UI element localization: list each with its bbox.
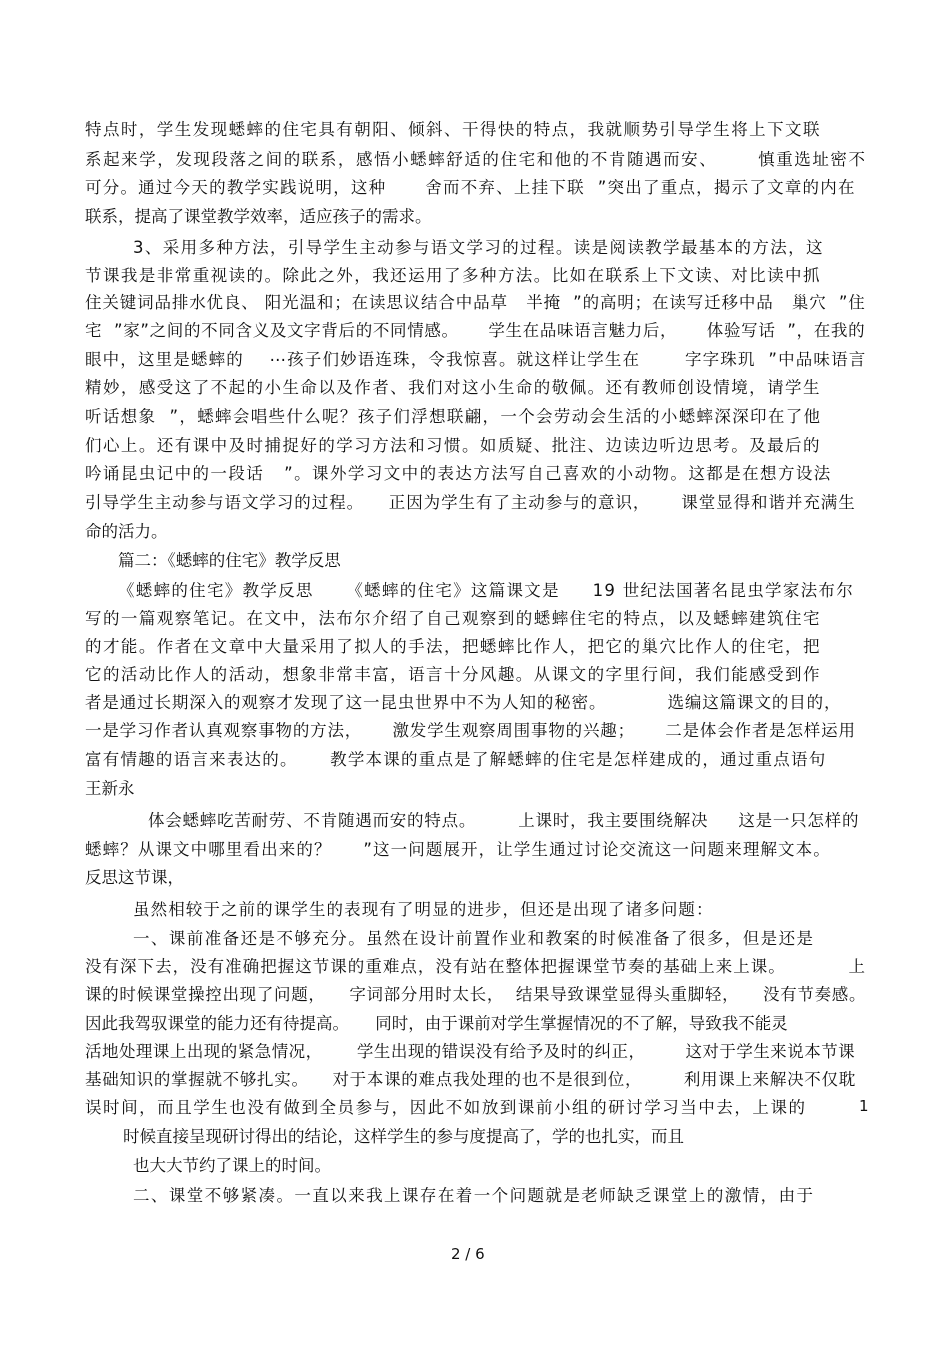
text-line: 听话想象 ”，蟋蟀会唱些什么呢？孩子们浮想联翩，一个会劳动会生活的小蟋蟀深深印在了他 [85,407,822,426]
text-line: 节课我是非常重视读的。除此之外，我还运用了多种方法。比如在联系上下文读、对比读中抓 [85,266,821,285]
text-line: 3、采用多种方法，引导学生主动参与语文学习的过程。读是阅读教学最基本的方法，这 [133,238,824,257]
text-line: 引导学生主动参与语文学习的过程。 正因为学生有了主动参与的意识， 课堂显得和谐并充满生 [85,493,856,512]
text-line: 篇二：《蟋蟀的住宅》教学反思 [118,551,341,570]
text-line: 富有情趣的语言来表达的。 教学本课的重点是了解蟋蟀的住宅是怎样建成的，通过重点语句 [85,750,827,769]
text-line: 王新永 [85,779,135,798]
text-line: 的才能。作者在文章中大量采用了拟人的手法，把蟋蟀比作人，把它的巢穴比作人的住宅，把 [85,637,821,656]
text-line: 吟诵昆虫记中的一段话 ”。课外学习文中的表达方法写自己喜欢的小动物。这都是在想方设法 [85,464,832,483]
text-line: 它的活动比作人的活动，想象非常丰富，语言十分风趣。从课文的字里行间，我们能感受到作 [85,665,821,684]
text-line: 们心上。还有课中及时捕捉好的学习方法和习惯。如质疑、批注、边读边听边思考。及最后的 [85,436,821,455]
text-line: 者是通过长期深入的观察才发现了这一昆虫世界中不为人知的秘密。 选编这篇课文的目的， [85,693,842,712]
text-line: 联系，提高了课堂教学效率，适应孩子的需求。 [85,207,432,226]
text-line: 一、课前准备还是不够充分。虽然在设计前置作业和教案的时候准备了很多，但是还是 [133,929,815,948]
text-line: 眼中，这里是蟋蟀的 ⋯孩子们妙语连珠，令我惊喜。就这样让学生在 字字珠玑 ”中品味语言 [85,350,867,369]
text-line: 特点时，学生发现蟋蟀的住宅具有朝阳、倾斜、干得快的特点，我就顺势引导学生将上下文联 [85,120,821,139]
text-line: 课的时候课堂操控出现了问题， 字词部分用时太长， 结果导致课堂显得头重脚轻， 没有节奏感。 [85,985,867,1004]
text-line: 写的一篇观察笔记。在文中，法布尔介绍了自己观察到的蟋蟀住宅的特点，以及蟋蟀建筑住宅 [85,609,821,628]
text-line: 没有深下去，没有准确把握这节课的重难点，没有站在整体把握课堂节奏的基础上来上课。 上 [85,957,866,976]
text-line: 因此我驾驭课堂的能力还有待提高。 同时，由于课前对学生掌握情况的不了解，导致我不能灵 [85,1014,788,1033]
text-line: 活地处理课上出现的紧急情况， 学生出现的错误没有给予及时的纠正， 这对于学生来说本节课 [85,1042,856,1061]
text-line: 精妙，感受这了不起的小生命以及作者、我们对这小生命的敬佩。还有教师创设情境，请学生 [85,378,821,397]
text-line: 蟋蟀？从课文中哪里看出来的？ ”这一问题展开，让学生通过讨论交流这一问题来理解文本。 [85,840,831,859]
text-line: 体会蟋蟀吃苦耐劳、不肯随遇而安的特点。 上课时，我主要围绕解决 这是一只怎样的 [148,811,860,830]
text-line: 可分。通过今天的教学实践说明，这种 舍而不弃、上挂下联 ”突出了重点，揭示了文章的内在 [85,178,856,197]
text-line: 命的活力。 [85,522,168,541]
text-line: 系起来学，发现段落之间的联系，感悟小蟋蟀舒适的住宅和他的不肯随遇而安、 慎重选址密不 [85,150,867,169]
text-line: 反思这节课， [85,868,184,887]
text-line: 宅 ”家”之间的不同含义及文字背后的不同情感。 学生在品味语言魅力后， 体验写话 ”，在我的 [85,321,866,340]
page-number: 2 / 6 [451,1245,485,1263]
text-line: 《蟋蟀的住宅》教学反思 《蟋蟀的住宅》这篇课文是 19 世纪法国著名昆虫学家法布尔 [118,581,854,600]
text-line: 基础知识的掌握就不够扎实。 对于本课的难点我处理的也不是很到位， 利用课上来解决不仅耽 [85,1070,856,1089]
side-mark: 1 [859,1097,869,1115]
text-line: 也大大节约了课上的时间。 [133,1156,331,1175]
text-line: 住关键词品排水优良、 阳光温和；在读思议结合中品草 半掩 ”的高明；在读写迁移中品 巢穴 ”住 [85,293,866,312]
text-line: 二、课堂不够紧凑。一直以来我上课存在着一个问题就是老师缺乏课堂上的激情，由于 [133,1186,815,1205]
text-line: 虽然相较于之前的课学生的表现有了明显的进步，但还是出现了诸多问题： [133,900,714,919]
text-line: 误时间，而且学生也没有做到全员参与，因此不如放到课前小组的研讨学习当中去，上课的 [85,1098,807,1117]
text-line: 一是学习作者认真观察事物的方法， 激发学生观察周围事物的兴趣； 二是体会作者是怎样运用 [85,721,856,740]
text-line: 时候直接呈现研讨得出的结论，这样学生的参与度提高了，学的也扎实，而且 [123,1127,684,1146]
